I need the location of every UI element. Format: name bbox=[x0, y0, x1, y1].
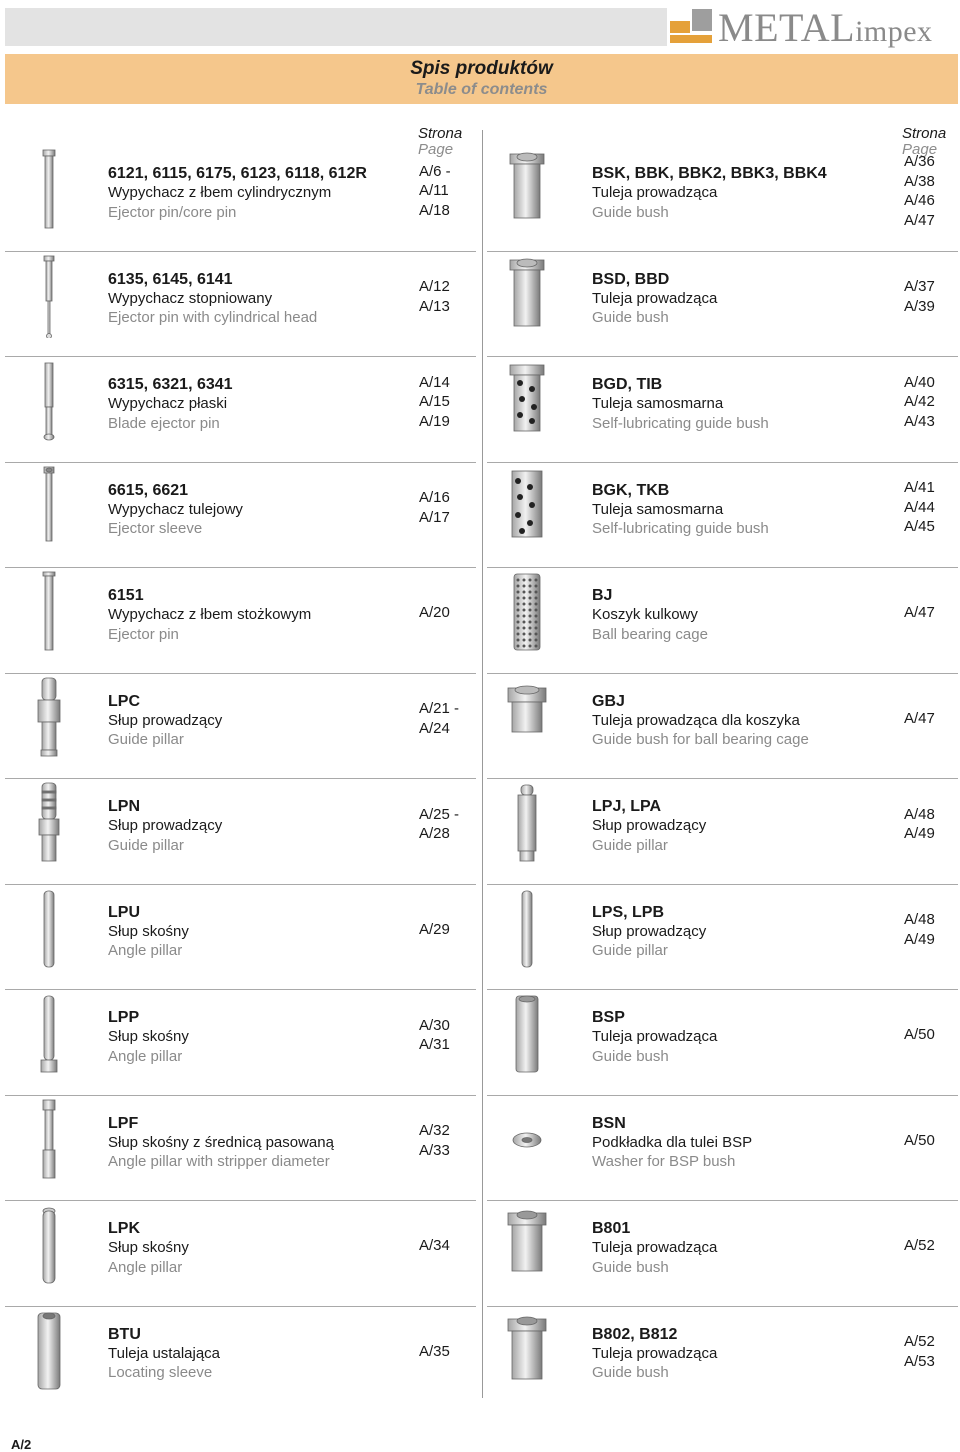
page-reference: A/31 bbox=[419, 1036, 450, 1053]
page-references bbox=[419, 699, 459, 738]
page-reference: A/50 bbox=[904, 1131, 935, 1149]
product-name-pl: Tuleja ustalająca bbox=[108, 1344, 221, 1362]
page-references bbox=[904, 603, 935, 623]
row-separator bbox=[5, 1306, 476, 1307]
page-references bbox=[419, 805, 459, 844]
page-reference: A/30 bbox=[419, 1016, 450, 1034]
self-lubricating-bush-bgd-icon bbox=[502, 359, 552, 443]
product-name-en: Locating sleeve bbox=[108, 1364, 213, 1381]
product-name-pl: Słup prowadzący bbox=[108, 711, 223, 729]
product-code: BSN bbox=[592, 1114, 626, 1132]
product-name-en: Angle pillar bbox=[108, 1258, 183, 1276]
product-name-pl: Tuleja prowadząca bbox=[592, 1344, 718, 1362]
product-name-en: Guide pillar bbox=[592, 942, 668, 959]
product-code: GBJ bbox=[592, 692, 625, 710]
left-product-entry bbox=[108, 481, 243, 539]
product-name-en: Guide pillar bbox=[108, 836, 184, 854]
left-product-entry bbox=[108, 270, 317, 328]
product-name-en: Guide bush bbox=[592, 309, 669, 326]
page-reference: A/37 bbox=[904, 278, 935, 295]
guide-bush-b802-icon bbox=[502, 1309, 552, 1393]
self-lubricating-bush-bgk-icon bbox=[502, 465, 552, 549]
guide-bush-bsp-icon bbox=[502, 992, 552, 1076]
product-code: LPU bbox=[108, 903, 140, 921]
page-reference: A/38 bbox=[904, 172, 935, 190]
page-references bbox=[904, 709, 935, 729]
right-product-entry bbox=[592, 1219, 717, 1277]
right-product-entry bbox=[592, 481, 769, 539]
product-name-en: Angle pillar bbox=[108, 1047, 183, 1065]
right-product-entry bbox=[592, 1325, 717, 1383]
left-product-entry bbox=[108, 692, 222, 750]
right-product-entry bbox=[592, 164, 827, 222]
product-name-en: Guide pillar bbox=[108, 731, 184, 748]
page-reference: A/19 bbox=[419, 412, 450, 430]
product-name-pl: Tuleja samosmarna bbox=[592, 395, 724, 412]
product-name-en: Guide bush bbox=[592, 1364, 669, 1381]
left-product-entry bbox=[108, 164, 367, 222]
left-product-entry bbox=[108, 375, 233, 433]
angle-pillar-lpk-icon bbox=[28, 1203, 70, 1287]
product-code: 6315, 6321, 6341 bbox=[108, 376, 233, 393]
left-product-entry bbox=[108, 1008, 189, 1066]
page-references bbox=[419, 920, 450, 940]
row-separator bbox=[5, 462, 476, 463]
product-name-en: Ejector sleeve bbox=[108, 520, 203, 537]
product-name-pl: Tuleja prowadząca bbox=[592, 1239, 718, 1256]
product-code: 6615, 6621 bbox=[108, 481, 189, 499]
guide-bush-b801-icon bbox=[502, 1203, 552, 1287]
product-code: LPK bbox=[108, 1220, 140, 1237]
guide-pillar-lpj-icon bbox=[502, 781, 552, 865]
right-product-entry bbox=[592, 692, 809, 750]
row-separator bbox=[487, 251, 958, 252]
page-reference: A/24 bbox=[419, 719, 450, 737]
product-code: LPP bbox=[108, 1009, 140, 1026]
row-separator bbox=[5, 884, 476, 885]
logo-mark-icon bbox=[670, 9, 712, 43]
angle-pillar-lpu-icon bbox=[28, 887, 70, 971]
product-name-pl: Koszyk kulkowy bbox=[592, 606, 698, 623]
left-product-entry bbox=[108, 1325, 220, 1383]
product-name-en: Guide bush bbox=[592, 1047, 669, 1065]
product-code: BGD, TIB bbox=[592, 376, 663, 393]
product-name-en: Self-lubricating guide bush bbox=[592, 414, 769, 432]
product-name-en: Self-lubricating guide bush bbox=[592, 520, 769, 537]
page-references bbox=[904, 1131, 935, 1151]
row-separator bbox=[5, 356, 476, 357]
row-separator bbox=[5, 1200, 476, 1201]
ejector-sleeve-icon bbox=[28, 465, 70, 549]
product-code: BSP bbox=[592, 1009, 625, 1026]
product-name-en: Guide bush for ball bearing cage bbox=[592, 731, 809, 748]
column-divider bbox=[482, 130, 483, 1398]
title-band bbox=[5, 54, 958, 104]
page-reference: A/50 bbox=[904, 1026, 935, 1044]
left-product-entry bbox=[108, 797, 222, 855]
product-name-en: Ejector pin/core pin bbox=[108, 203, 237, 221]
page-reference: A/39 bbox=[904, 297, 935, 315]
guide-pillar-lps-icon bbox=[502, 887, 552, 971]
page-reference: A/42 bbox=[904, 393, 935, 411]
right-product-entry bbox=[592, 375, 769, 433]
page-reference: A/28 bbox=[419, 825, 450, 842]
row-separator bbox=[5, 567, 476, 568]
page-reference: A/52 bbox=[904, 1333, 935, 1350]
top-bar bbox=[0, 0, 960, 54]
page-reference: A/49 bbox=[904, 930, 935, 948]
product-code: 6151 bbox=[108, 587, 144, 604]
page-references bbox=[904, 1236, 935, 1256]
page-reference: A/18 bbox=[419, 201, 450, 219]
page-reference: A/48 bbox=[904, 911, 935, 928]
ball-bearing-cage-icon bbox=[502, 570, 552, 654]
product-name-pl: Słup prowadzący bbox=[108, 817, 223, 834]
page-reference: A/12 bbox=[419, 278, 450, 295]
product-code: LPS, LPB bbox=[592, 903, 665, 921]
page-reference: A/47 bbox=[904, 604, 935, 622]
angle-pillar-lpp-icon bbox=[28, 992, 70, 1076]
page-references bbox=[904, 910, 935, 949]
ejector-pin-icon bbox=[28, 148, 70, 232]
product-name-pl: Tuleja prowadząca bbox=[592, 289, 718, 307]
logo-text: METALimpex bbox=[718, 5, 933, 50]
product-name-pl: Słup skośny z średnicą pasowaną bbox=[108, 1133, 334, 1151]
row-separator bbox=[487, 1095, 958, 1096]
page-reference: A/14 bbox=[419, 373, 450, 391]
product-name-en: Ejector pin bbox=[108, 625, 179, 643]
row-separator bbox=[487, 778, 958, 779]
page-references bbox=[419, 603, 450, 623]
page-reference: A/44 bbox=[904, 498, 935, 516]
page-reference: A/46 bbox=[904, 192, 935, 209]
page-references bbox=[419, 277, 450, 316]
product-name-pl: Tuleja prowadząca bbox=[592, 184, 718, 201]
right-product-entry bbox=[592, 903, 706, 961]
page-references bbox=[904, 373, 935, 432]
page-references bbox=[904, 478, 935, 537]
product-name-pl: Wypychacz z łbem cylindrycznym bbox=[108, 184, 332, 201]
page-reference: A/36 bbox=[904, 153, 935, 170]
product-name-en: Guide bush bbox=[592, 1258, 669, 1276]
left-product-entry bbox=[108, 1114, 334, 1172]
page-subtitle: Table of contents bbox=[415, 81, 548, 98]
page-references bbox=[419, 373, 450, 432]
left-product-entry bbox=[108, 1219, 189, 1277]
row-separator bbox=[5, 251, 476, 252]
row-separator bbox=[487, 462, 958, 463]
angle-pillar-lpf-icon bbox=[28, 1098, 70, 1182]
page-reference: A/47 bbox=[904, 211, 935, 229]
page-reference: A/49 bbox=[904, 825, 935, 842]
page-number: A/2 bbox=[11, 1437, 32, 1452]
page-references bbox=[904, 805, 935, 844]
row-separator bbox=[487, 567, 958, 568]
page-header-right: Strona Page bbox=[902, 125, 947, 158]
page-references bbox=[419, 488, 450, 527]
product-name-pl: Tuleja prowadząca bbox=[592, 1028, 718, 1045]
page-references bbox=[419, 1016, 450, 1055]
guide-bush-bsd-icon bbox=[502, 254, 552, 338]
product-code: 6135, 6145, 6141 bbox=[108, 270, 233, 288]
page-references bbox=[419, 162, 451, 221]
row-separator bbox=[487, 356, 958, 357]
product-name-pl: Tuleja samosmarna bbox=[592, 500, 724, 518]
row-separator bbox=[487, 1200, 958, 1201]
page-references bbox=[904, 1025, 935, 1045]
product-code: BSD, BBD bbox=[592, 270, 670, 288]
row-separator bbox=[5, 1095, 476, 1096]
right-product-entry bbox=[592, 270, 717, 328]
blade-ejector-pin-icon bbox=[28, 359, 70, 443]
product-code: LPF bbox=[108, 1114, 139, 1132]
guide-bush-bsk-icon bbox=[502, 148, 552, 232]
product-name-pl: Wypychacz z łbem stożkowym bbox=[108, 606, 312, 623]
product-name-en: Blade ejector pin bbox=[108, 414, 220, 432]
guide-pillar-lpc-icon bbox=[28, 676, 70, 760]
page-reference: A/21 - bbox=[419, 700, 460, 717]
page-reference: A/15 bbox=[419, 393, 450, 411]
page-reference: A/11 bbox=[419, 182, 449, 200]
product-name-pl: Podkładka dla tulei BSP bbox=[592, 1133, 753, 1151]
product-name-pl: Wypychacz stopniowany bbox=[108, 289, 273, 307]
row-separator bbox=[5, 778, 476, 779]
page-reference: A/29 bbox=[419, 920, 450, 938]
product-name-en: Angle pillar with stripper diameter bbox=[108, 1153, 330, 1170]
row-separator bbox=[487, 989, 958, 990]
right-product-entry bbox=[592, 586, 708, 644]
row-separator bbox=[487, 1306, 958, 1307]
page-reference: A/20 bbox=[419, 604, 450, 622]
product-code: BGK, TKB bbox=[592, 481, 670, 499]
guide-pillar-lpn-icon bbox=[28, 781, 70, 865]
page-references bbox=[904, 152, 935, 230]
product-name-pl: Wypychacz płaski bbox=[108, 395, 228, 412]
page-references bbox=[419, 1121, 450, 1160]
page-reference: A/48 bbox=[904, 805, 935, 823]
product-name-en: Ball bearing cage bbox=[592, 625, 708, 643]
product-code: BSK, BBK, BBK2, BBK3, BBK4 bbox=[592, 165, 827, 182]
row-separator bbox=[5, 989, 476, 990]
row-separator bbox=[487, 673, 958, 674]
product-name-en: Angle pillar bbox=[108, 942, 183, 959]
washer-bsn-icon bbox=[502, 1098, 552, 1182]
page-reference: A/41 bbox=[904, 479, 935, 497]
right-product-entry bbox=[592, 1114, 752, 1172]
conical-ejector-pin-icon bbox=[28, 570, 70, 654]
product-name-en: Washer for BSP bush bbox=[592, 1153, 736, 1170]
product-name-pl: Słup skośny bbox=[108, 922, 189, 940]
product-name-pl: Wypychacz tulejowy bbox=[108, 500, 243, 518]
right-product-entry bbox=[592, 1008, 717, 1066]
page-header-left: Strona Page bbox=[418, 125, 463, 158]
page-reference: A/13 bbox=[419, 297, 450, 315]
stepped-ejector-pin-icon bbox=[28, 254, 70, 338]
page-reference: A/17 bbox=[419, 508, 450, 526]
page-reference: A/34 bbox=[419, 1237, 450, 1255]
row-separator bbox=[5, 673, 476, 674]
product-code: BTU bbox=[108, 1325, 141, 1343]
page-references bbox=[419, 1342, 450, 1362]
page-reference: A/32 bbox=[419, 1122, 450, 1139]
product-code: 6121, 6115, 6175, 6123, 6118, 612R bbox=[108, 165, 367, 182]
left-product-entry bbox=[108, 903, 189, 961]
page-reference: A/25 - bbox=[419, 805, 460, 823]
page-reference: A/45 bbox=[904, 518, 935, 536]
page-reference: A/40 bbox=[904, 373, 935, 391]
page-title: Spis produktów bbox=[410, 58, 553, 79]
product-code: BJ bbox=[592, 587, 613, 604]
product-code: B802, B812 bbox=[592, 1325, 678, 1343]
page-reference: A/16 bbox=[419, 489, 450, 506]
product-name-en: Ejector pin with cylindrical head bbox=[108, 309, 318, 326]
page-reference: A/35 bbox=[419, 1342, 450, 1360]
product-name-en: Guide pillar bbox=[592, 836, 668, 854]
metalimpex-logo bbox=[670, 4, 958, 52]
product-name-en: Guide bush bbox=[592, 203, 669, 221]
left-product-entry bbox=[108, 586, 311, 644]
locating-sleeve-icon bbox=[28, 1309, 70, 1393]
product-name-pl: Tuleja prowadząca dla koszyka bbox=[592, 711, 800, 729]
row-separator bbox=[487, 884, 958, 885]
product-name-pl: Słup prowadzący bbox=[592, 817, 707, 834]
page-reference: A/33 bbox=[419, 1141, 450, 1159]
top-grey-strip bbox=[5, 8, 667, 46]
product-name-pl: Słup skośny bbox=[108, 1028, 189, 1045]
page-references bbox=[904, 1332, 935, 1371]
page-reference: A/47 bbox=[904, 709, 935, 727]
page-reference: A/43 bbox=[904, 412, 935, 430]
page-reference: A/52 bbox=[904, 1237, 935, 1255]
product-code: B801 bbox=[592, 1220, 631, 1237]
product-name-pl: Słup skośny bbox=[108, 1239, 189, 1256]
product-code: LPC bbox=[108, 692, 140, 710]
page-references bbox=[904, 277, 935, 316]
guide-bush-gbj-icon bbox=[502, 676, 552, 760]
page-reference: A/53 bbox=[904, 1352, 935, 1370]
product-name-pl: Słup prowadzący bbox=[592, 922, 707, 940]
page-reference: A/6 - bbox=[419, 162, 451, 180]
right-product-entry bbox=[592, 797, 706, 855]
product-code: LPJ, LPA bbox=[592, 798, 662, 815]
product-code: LPN bbox=[108, 798, 140, 815]
page-references bbox=[419, 1236, 450, 1256]
